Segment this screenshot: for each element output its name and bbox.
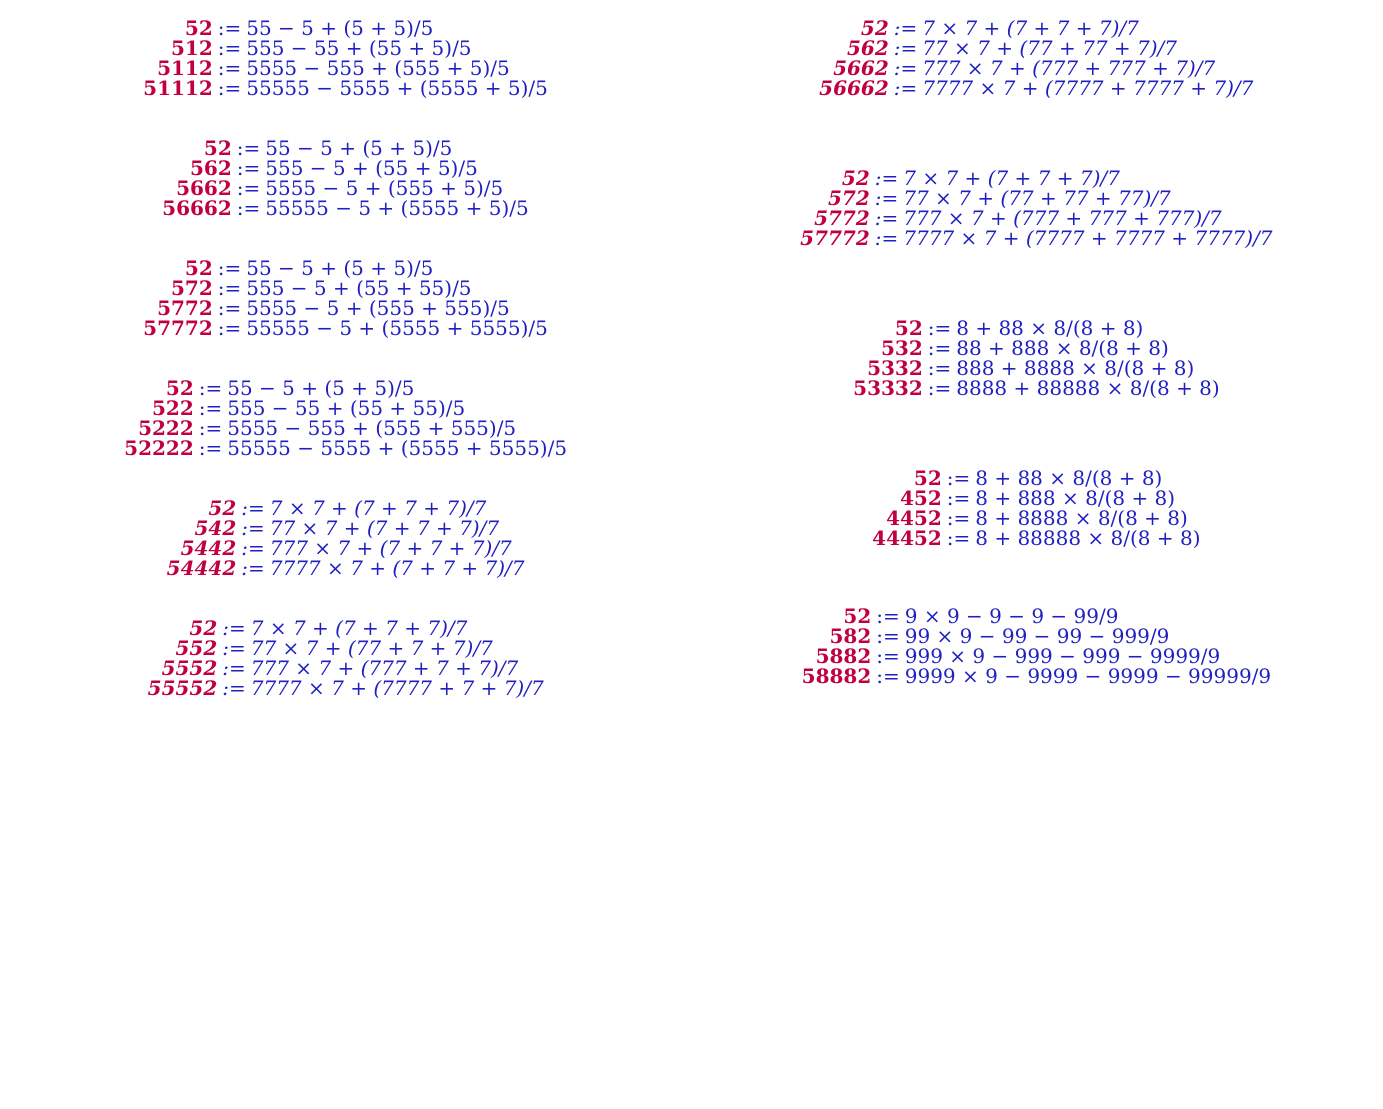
equation-lhs: 5662: [833, 56, 889, 80]
equation-lhs: 452: [900, 486, 942, 510]
equation-rhs: 777 × 7 + (777 + 777 + 777)/7: [903, 206, 1222, 230]
equation-rhs: 555 − 55 + (55 + 5)/5: [246, 36, 472, 60]
equation-line: [0, 618, 691, 638]
equation-line: [0, 498, 691, 518]
equation-lhs: 55552: [147, 676, 218, 700]
equation-lhs: 56662: [162, 196, 232, 220]
equation-lhs: 4452: [886, 506, 942, 530]
equation-lhs: 52: [894, 316, 923, 340]
group-spacer: [691, 548, 1382, 606]
equation-rhs: 5555 − 5 + (555 + 555)/5: [246, 296, 510, 320]
equation-line: [0, 318, 691, 338]
equation-rhs: 77 × 7 + (77 + 77 + 7)/7: [922, 36, 1178, 60]
group-spacer: [0, 218, 691, 258]
equation-line: [0, 418, 691, 438]
assign-operator: :=: [893, 56, 918, 80]
equation-lhs: 52: [184, 256, 213, 280]
equation-lhs: 542: [194, 516, 237, 540]
equation-rhs: 7 × 7 + (7 + 7 + 7)/7: [922, 16, 1139, 40]
equation-lhs: 52: [208, 496, 237, 520]
equation-rhs: 999 × 9 − 999 − 999 − 9999/9: [904, 644, 1221, 668]
right-column: [691, 0, 1382, 1109]
assign-operator: :=: [198, 436, 223, 460]
equation-line: [691, 666, 1382, 686]
equation-line: [691, 488, 1382, 508]
equation-lhs: 522: [152, 396, 194, 420]
equation-rhs: 7 × 7 + (7 + 7 + 7)/7: [903, 166, 1120, 190]
equation-line: [691, 208, 1382, 228]
group-spacer: [691, 98, 1382, 168]
equation-line: [691, 168, 1382, 188]
assign-operator: :=: [222, 636, 246, 660]
equation-rhs: 5555 − 555 + (555 + 5)/5: [246, 56, 510, 80]
assign-operator: :=: [222, 616, 246, 640]
equation-line: [0, 438, 691, 458]
equation-lhs: 5882: [815, 644, 872, 668]
equation-group: [0, 258, 691, 338]
equation-line: [691, 318, 1382, 338]
equation-rhs: 55555 − 5555 + (5555 + 5555)/5: [227, 436, 568, 460]
equation-lhs: 5112: [157, 56, 213, 80]
assign-operator: :=: [236, 196, 261, 220]
equation-rhs: 8 + 8888 × 8/(8 + 8): [975, 506, 1188, 530]
equation-rhs: 777 × 7 + (777 + 7 + 7)/7: [250, 656, 519, 680]
assign-operator: :=: [236, 156, 261, 180]
assign-operator: :=: [222, 676, 246, 700]
equation-group: [691, 606, 1382, 686]
assign-operator: :=: [241, 536, 265, 560]
equation-group: [691, 468, 1382, 548]
equation-lhs: 52222: [124, 436, 194, 460]
assign-operator: :=: [874, 166, 899, 190]
equation-rhs: 777 × 7 + (7 + 7 + 7)/7: [269, 536, 512, 560]
equation-line: [0, 538, 691, 558]
assign-operator: :=: [217, 16, 242, 40]
equation-line: [691, 58, 1382, 78]
equation-lhs: 53332: [853, 376, 923, 400]
equation-lhs: 552: [175, 636, 218, 660]
equation-rhs: 55 − 5 + (5 + 5)/5: [265, 136, 453, 160]
assign-operator: :=: [927, 316, 952, 340]
equation-lhs: 512: [171, 36, 213, 60]
equation-line: [0, 58, 691, 78]
equation-lhs: 572: [171, 276, 213, 300]
equation-rhs: 8 + 88888 × 8/(8 + 8): [975, 526, 1201, 550]
equation-lhs: 5222: [138, 416, 194, 440]
equation-lhs: 52: [841, 166, 870, 190]
assign-operator: :=: [927, 356, 952, 380]
assign-operator: :=: [876, 644, 900, 668]
equation-line: [0, 638, 691, 658]
assign-operator: :=: [241, 516, 265, 540]
equation-rhs: 9 × 9 − 9 − 9 − 99/9: [904, 604, 1119, 628]
equation-lhs: 52: [860, 16, 889, 40]
equation-group: [691, 318, 1382, 398]
assign-operator: :=: [241, 556, 265, 580]
assign-operator: :=: [236, 136, 261, 160]
assign-operator: :=: [874, 186, 899, 210]
assign-operator: :=: [217, 36, 242, 60]
equation-rhs: 5555 − 5 + (555 + 5)/5: [265, 176, 504, 200]
assign-operator: :=: [241, 496, 265, 520]
equation-lhs: 5772: [814, 206, 870, 230]
equation-lhs: 52: [913, 466, 942, 490]
equation-line: [691, 528, 1382, 548]
group-spacer: [0, 338, 691, 378]
equation-rhs: 55555 − 5555 + (5555 + 5)/5: [246, 76, 548, 100]
equation-rhs: 5555 − 555 + (555 + 555)/5: [227, 416, 517, 440]
assign-operator: :=: [946, 526, 971, 550]
equation-line: [0, 558, 691, 578]
assign-operator: :=: [874, 226, 899, 250]
equation-line: [691, 228, 1382, 248]
equation-line: [0, 258, 691, 278]
assign-operator: :=: [927, 376, 952, 400]
equation-rhs: 555 − 55 + (55 + 55)/5: [227, 396, 466, 420]
assign-operator: :=: [198, 416, 223, 440]
assign-operator: :=: [874, 206, 899, 230]
equation-rhs: 555 − 5 + (55 + 55)/5: [246, 276, 472, 300]
equation-group: [0, 18, 691, 98]
equation-line: [0, 278, 691, 298]
equation-lhs: 56662: [819, 76, 889, 100]
equation-lhs: 58882: [801, 664, 872, 688]
equation-rhs: 55555 − 5 + (5555 + 5555)/5: [246, 316, 548, 340]
equation-line: [0, 198, 691, 218]
assign-operator: :=: [217, 76, 242, 100]
equation-rhs: 8 + 88 × 8/(8 + 8): [956, 316, 1144, 340]
equation-rhs: 8888 + 88888 × 8/(8 + 8): [956, 376, 1220, 400]
equation-lhs: 52: [184, 16, 213, 40]
equation-lhs: 51112: [143, 76, 213, 100]
equation-group: [691, 18, 1382, 98]
equation-lhs: 5552: [161, 656, 218, 680]
group-spacer: [691, 248, 1382, 318]
assign-operator: :=: [236, 176, 261, 200]
equation-rhs: 555 − 5 + (55 + 5)/5: [265, 156, 478, 180]
assign-operator: :=: [222, 656, 246, 680]
equation-line: [0, 658, 691, 678]
equation-rhs: 55 − 5 + (5 + 5)/5: [246, 16, 434, 40]
equation-lhs: 5442: [180, 536, 237, 560]
assign-operator: :=: [946, 486, 971, 510]
group-spacer: [0, 458, 691, 498]
assign-operator: :=: [893, 16, 918, 40]
equation-lhs: 57772: [143, 316, 213, 340]
equation-lhs: 562: [190, 156, 232, 180]
equation-rhs: 99 × 9 − 99 − 99 − 999/9: [904, 624, 1170, 648]
equation-line: [691, 508, 1382, 528]
assign-operator: :=: [217, 296, 242, 320]
equation-rhs: 55555 − 5 + (5555 + 5)/5: [265, 196, 529, 220]
equation-line: [0, 158, 691, 178]
equation-line: [691, 378, 1382, 398]
assign-operator: :=: [217, 316, 242, 340]
equation-rhs: 7777 × 7 + (7777 + 7777 + 7777)/7: [903, 226, 1273, 250]
equation-rhs: 777 × 7 + (777 + 777 + 7)/7: [922, 56, 1216, 80]
equation-line: [0, 178, 691, 198]
assign-operator: :=: [198, 396, 223, 420]
equation-line: [0, 298, 691, 318]
equation-rhs: 88 + 888 × 8/(8 + 8): [956, 336, 1169, 360]
group-spacer: [0, 578, 691, 618]
equation-rhs: 9999 × 9 − 9999 − 9999 − 99999/9: [904, 664, 1272, 688]
equation-lhs: 52: [189, 616, 218, 640]
equation-lhs: 572: [828, 186, 870, 210]
assign-operator: :=: [946, 466, 971, 490]
equation-lhs: 5332: [867, 356, 923, 380]
equation-line: [691, 468, 1382, 488]
equation-line: [691, 646, 1382, 666]
assign-operator: :=: [217, 256, 242, 280]
equation-rhs: 7 × 7 + (7 + 7 + 7)/7: [269, 496, 487, 520]
equation-line: [0, 678, 691, 698]
assign-operator: :=: [893, 76, 918, 100]
equation-line: [0, 518, 691, 538]
equation-lhs: 5772: [157, 296, 213, 320]
equation-line: [691, 338, 1382, 358]
equation-rhs: 77 × 7 + (7 + 7 + 7)/7: [269, 516, 500, 540]
assign-operator: :=: [876, 664, 900, 688]
assign-operator: :=: [876, 624, 900, 648]
equation-lhs: 57772: [800, 226, 870, 250]
equation-lhs: 562: [847, 36, 889, 60]
equation-line: [691, 606, 1382, 626]
equation-group: [0, 138, 691, 218]
left-column: [0, 0, 691, 1109]
equation-rhs: 55 − 5 + (5 + 5)/5: [227, 376, 415, 400]
equation-rhs: 77 × 7 + (77 + 77 + 77)/7: [903, 186, 1171, 210]
equation-lhs: 582: [829, 624, 872, 648]
assign-operator: :=: [946, 506, 971, 530]
equation-lhs: 532: [881, 336, 923, 360]
equation-rhs: 55 − 5 + (5 + 5)/5: [246, 256, 434, 280]
group-spacer: [0, 98, 691, 138]
equation-line: [691, 78, 1382, 98]
equation-line: [0, 138, 691, 158]
equation-line: [691, 188, 1382, 208]
equation-lhs: 52: [843, 604, 872, 628]
equation-rhs: 888 + 8888 × 8/(8 + 8): [956, 356, 1195, 380]
equation-line: [0, 378, 691, 398]
equation-group: [0, 498, 691, 578]
equation-rhs: 7777 × 7 + (7777 + 7777 + 7)/7: [922, 76, 1254, 100]
equation-line: [0, 78, 691, 98]
assign-operator: :=: [198, 376, 223, 400]
equation-group: [0, 378, 691, 458]
equation-lhs: 5662: [176, 176, 232, 200]
assign-operator: :=: [876, 604, 900, 628]
equation-line: [691, 38, 1382, 58]
equation-rhs: 8 + 88 × 8/(8 + 8): [975, 466, 1163, 490]
assign-operator: :=: [217, 276, 242, 300]
equation-lhs: 54442: [166, 556, 237, 580]
equation-line: [0, 38, 691, 58]
equation-group: [0, 618, 691, 698]
equation-line: [0, 398, 691, 418]
assign-operator: :=: [217, 56, 242, 80]
equation-group: [691, 168, 1382, 248]
equation-lhs: 52: [203, 136, 232, 160]
assign-operator: :=: [893, 36, 918, 60]
equation-line: [0, 18, 691, 38]
equation-line: [691, 18, 1382, 38]
equation-line: [691, 358, 1382, 378]
equation-lhs: 52: [165, 376, 194, 400]
equation-rhs: 8 + 888 × 8/(8 + 8): [975, 486, 1176, 510]
equation-rhs: 77 × 7 + (77 + 7 + 7)/7: [250, 636, 493, 660]
equation-line: [691, 626, 1382, 646]
group-spacer: [691, 398, 1382, 468]
equation-rhs: 7777 × 7 + (7 + 7 + 7)/7: [269, 556, 525, 580]
assign-operator: :=: [927, 336, 952, 360]
equation-rhs: 7777 × 7 + (7777 + 7 + 7)/7: [250, 676, 544, 700]
equation-rhs: 7 × 7 + (7 + 7 + 7)/7: [250, 616, 468, 640]
equation-lhs: 44452: [872, 526, 942, 550]
